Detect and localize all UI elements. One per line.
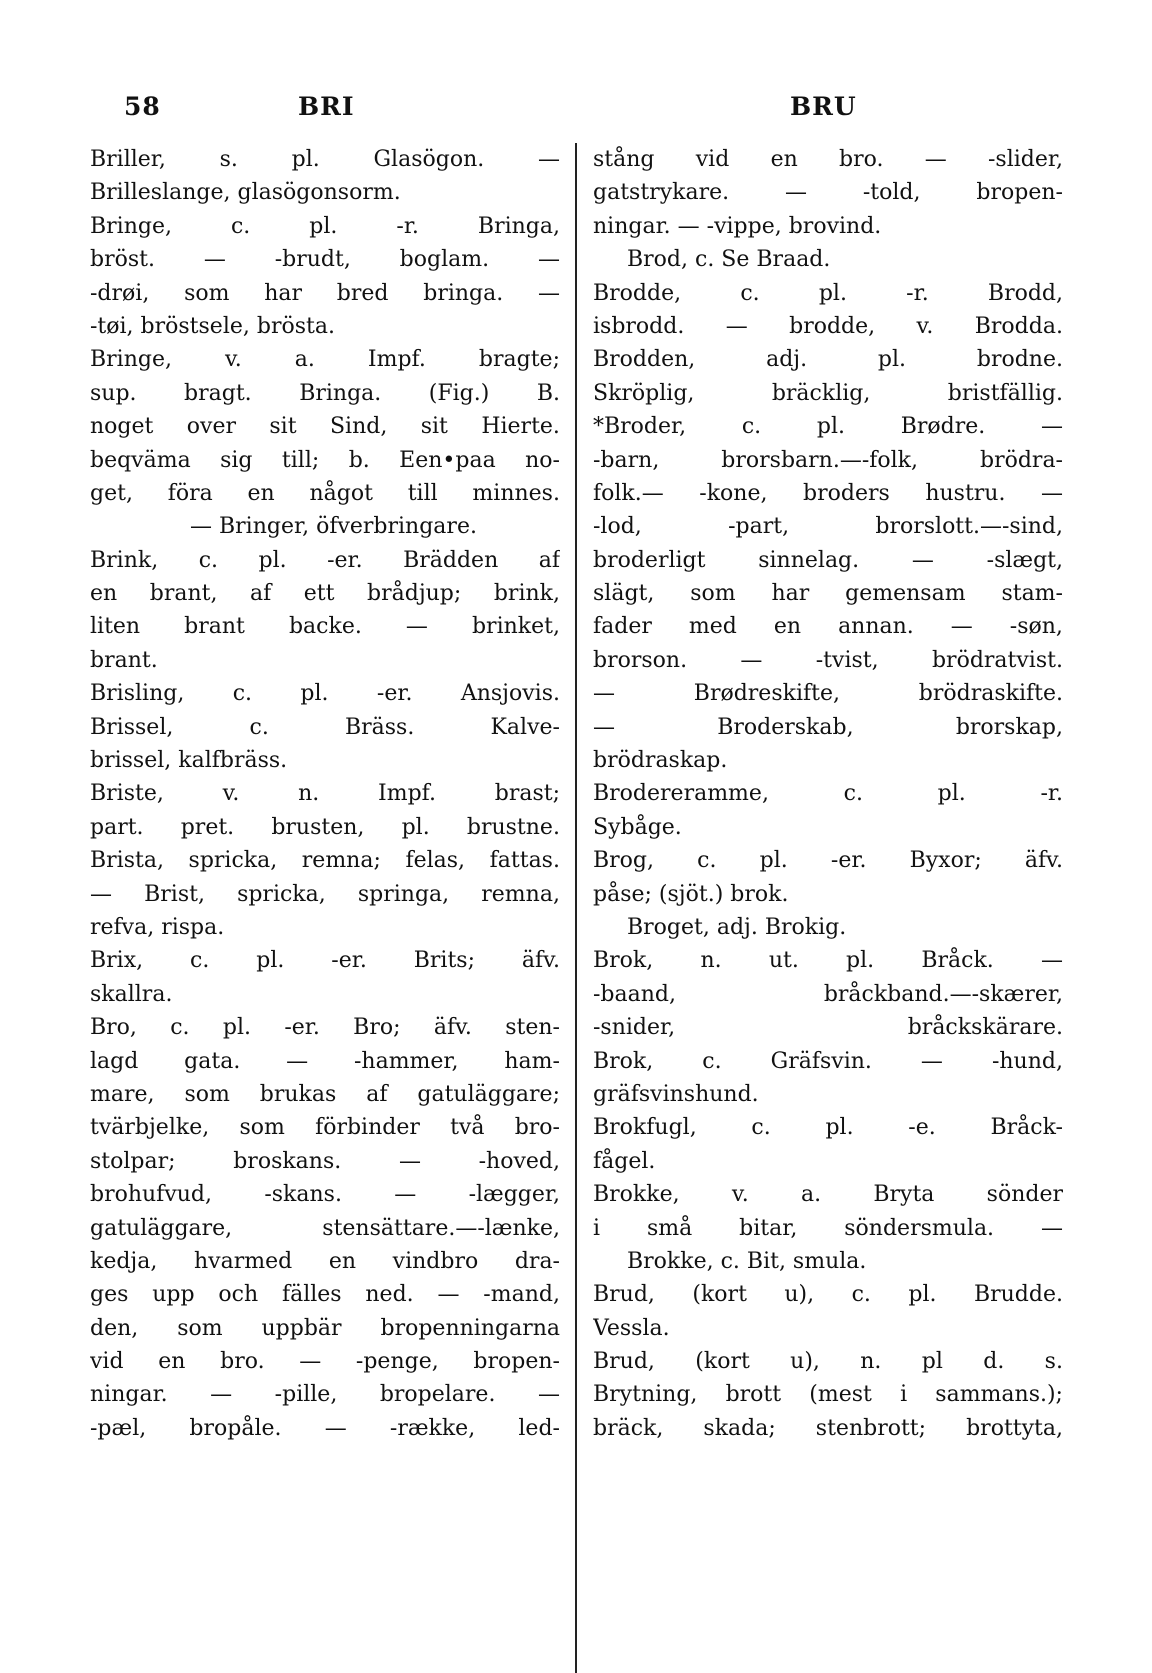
text-line: Brokke, v. a. Bryta sönder [593,1182,1063,1208]
text-line: Brink, c. pl. -er. Brädden af [90,547,560,573]
column-divider [575,143,577,1673]
text-line: get, föra en något till minnes. [90,480,560,506]
text-line: Broget, adj. Brokig. [627,914,847,940]
text-line: — Bringer, öfverbringare. [190,514,477,540]
text-line: lagd gata. — -hammer, ham- [90,1048,560,1074]
text-line: Brod, c. Se Braad. [627,247,831,273]
text-line: en brant, af ett brådjup; brink, [90,581,560,607]
text-line: folk.— -kone, broders hustru. — [593,480,1063,506]
text-line: liten brant backe. — brinket, [90,614,560,640]
text-line: Briste, v. n. Impf. brast; [90,781,560,807]
text-line: påse; (sjöt.) brok. [593,881,789,907]
text-line: Bringe, v. a. Impf. bragte; [90,347,560,373]
text-line: Brog, c. pl. -er. Byxor; äfv. [593,848,1063,874]
text-line: Sybåge. [593,814,682,840]
text-line: Brok, c. Gräfsvin. — -hund, [593,1048,1063,1074]
text-line: skallra. [90,981,173,1007]
text-line: -snider, bråckskärare. [593,1015,1063,1041]
text-line: sup. bragt. Bringa. (Fig.) B. [90,380,560,406]
text-line: -tøi, bröstsele, brösta. [90,313,335,339]
text-line: Brytning, brott (mest i sammans.); [593,1382,1063,1408]
text-line: fågel. [593,1148,656,1174]
text-line: Brok, n. ut. pl. Bråck. — [593,948,1063,974]
text-line: Skröplig, bräcklig, bristfällig. [593,380,1063,406]
text-line: Brista, spricka, remna; felas, fattas. [90,848,560,874]
text-line: ningar. — -vippe, brovind. [593,213,882,239]
text-line: Brissel, c. Bräss. Kalve- [90,714,560,740]
running-header [0,92,1152,132]
left-column [90,143,560,1445]
text-line: noget over sit Sind, sit Hierte. [90,414,560,440]
page-number: 58 [124,92,161,121]
text-line: — Brødreskifte, brödraskifte. [593,681,1063,707]
text-line: slägt, som har gemensam stam- [593,581,1063,607]
text-line: stång vid en bro. — -slider, [593,147,1063,172]
text-line: -lod, -part, brorslott.—-sind, [593,514,1063,540]
text-line: Brix, c. pl. -er. Brits; äfv. [90,948,560,974]
text-line: -pæl, bropåle. — -række, led- [90,1415,560,1441]
header-right-word: BRU [790,92,857,121]
text-line: Brokfugl, c. pl. -e. Bråck- [593,1115,1063,1141]
text-line: i små bitar, söndersmula. — [593,1215,1063,1241]
text-line: -baand, bråckband.—-skærer, [593,981,1063,1007]
text-line: gatstrykare. — -told, bropen- [593,180,1063,206]
text-line: Brisling, c. pl. -er. Ansjovis. [90,681,560,707]
text-line: Bringe, c. pl. -r. Bringa, [90,213,560,239]
text-line: Brokke, c. Bit, smula. [627,1248,867,1274]
header-left-word: BRI [298,92,355,121]
text-line: bröst. — -brudt, boglam. — [90,247,560,273]
text-line: Brodden, adj. pl. brodne. [593,347,1063,373]
text-line: broderligt sinnelag. — -slægt, [593,547,1063,573]
text-line: *Broder, c. pl. Brødre. — [593,414,1063,440]
text-line: mare, som brukas af gatuläggare; [90,1081,560,1107]
text-line: -barn, brorsbarn.—-folk, brödra- [593,447,1063,473]
text-line: fader med en annan. — -søn, [593,614,1063,640]
text-line: -drøi, som har bred bringa. — [90,280,560,306]
text-line: gatuläggare, stensättare.—-lænke, [90,1215,560,1241]
text-line: Brodde, c. pl. -r. Brodd, [593,280,1063,306]
text-line: part. pret. brusten, pl. brustne. [90,814,560,840]
text-line: bräck, skada; stenbrott; brottyta, [593,1415,1063,1441]
text-line: Brilleslange, glasögonsorm. [90,180,401,206]
text-line: brödraskap. [593,748,728,774]
text-line: stolpar; broskans. — -hoved, [90,1148,560,1174]
text-line: brorson. — -tvist, brödratvist. [593,647,1063,673]
text-line: gräfsvinshund. [593,1081,759,1107]
text-line: brohufvud, -skans. — -lægger, [90,1182,560,1208]
text-line: brant. [90,647,158,673]
text-line: Vessla. [593,1315,670,1341]
text-line: vid en bro. — -penge, bropen- [90,1349,560,1375]
text-line: Bro, c. pl. -er. Bro; äfv. sten- [90,1015,560,1041]
text-line: beqväma sig till; b. Een•paa no- [90,447,560,473]
text-line: tvärbjelke, som förbinder två bro- [90,1115,560,1141]
right-column [593,143,1063,1445]
text-line: refva, rispa. [90,914,225,940]
text-line: Brud, (kort u), n. pl d. s. [593,1349,1063,1375]
text-line: den, som uppbär bropenningarna [90,1315,560,1341]
text-line: — Brist, spricka, springa, remna, [90,881,560,907]
text-line: kedja, hvarmed en vindbro dra- [90,1248,560,1274]
text-line: — Broderskab, brorskap, [593,714,1063,740]
text-line: Brodereramme, c. pl. -r. [593,781,1063,807]
text-line: Briller, s. pl. Glasögon. — [90,147,560,172]
text-line: Brud, (kort u), c. pl. Brudde. [593,1282,1063,1308]
text-line: isbrodd. — brodde, v. Brodda. [593,313,1063,339]
text-line: ges upp och fälles ned. — -mand, [90,1282,560,1308]
text-line: ningar. — -pille, bropelare. — [90,1382,560,1408]
text-line: brissel, kalfbräss. [90,748,288,774]
